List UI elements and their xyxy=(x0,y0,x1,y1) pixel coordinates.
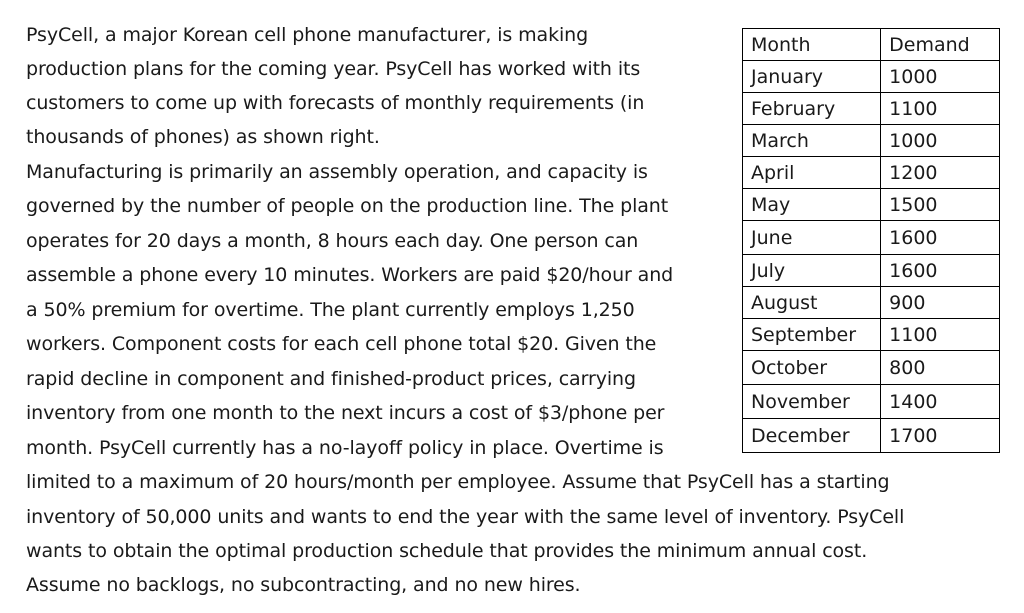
month-cell: November xyxy=(743,385,881,419)
demand-cell: 1500 xyxy=(881,189,1000,221)
month-cell: December xyxy=(743,419,881,453)
paragraph-line: rapid decline in component and finished-product prices, carrying xyxy=(26,368,636,390)
table-row xyxy=(743,157,1000,189)
demand-table xyxy=(742,28,1000,453)
table-row xyxy=(743,221,1000,255)
demand-cell: 1000 xyxy=(881,125,1000,157)
table-row xyxy=(743,385,1000,419)
demand-cell: 1200 xyxy=(881,157,1000,189)
demand-cell: 800 xyxy=(881,351,1000,385)
demand-cell: 1600 xyxy=(881,221,1000,255)
table-row xyxy=(743,351,1000,385)
header-demand: Demand xyxy=(881,29,1000,61)
demand-cell: 1700 xyxy=(881,419,1000,453)
demand-cell: 1100 xyxy=(881,93,1000,125)
table-row xyxy=(743,419,1000,453)
paragraph-line: Assume no backlogs, no subcontracting, and no new hires. xyxy=(26,574,581,596)
paragraph-line: operates for 20 days a month, 8 hours each day. One person can xyxy=(26,230,639,252)
month-cell: August xyxy=(743,287,881,319)
month-cell: September xyxy=(743,319,881,351)
table-row xyxy=(743,61,1000,93)
table-row xyxy=(743,319,1000,351)
header-month: Month xyxy=(743,29,881,61)
paragraph-line: assemble a phone every 10 minutes. Workers are paid $20/hour and xyxy=(26,264,674,286)
paragraph-line: inventory of 50,000 units and wants to end the year with the same level of inventory. PsyCell xyxy=(26,506,905,528)
paragraph-line: production plans for the coming year. PsyCell has worked with its xyxy=(26,58,641,80)
month-cell: April xyxy=(743,157,881,189)
demand-cell: 1000 xyxy=(881,61,1000,93)
table-row xyxy=(743,125,1000,157)
paragraph-line: month. PsyCell currently has a no-layoff policy in place. Overtime is xyxy=(26,437,664,459)
month-cell: March xyxy=(743,125,881,157)
month-cell: June xyxy=(743,221,881,255)
month-cell: October xyxy=(743,351,881,385)
demand-cell: 1600 xyxy=(881,255,1000,287)
month-cell: May xyxy=(743,189,881,221)
table-row xyxy=(743,255,1000,287)
demand-cell: 1100 xyxy=(881,319,1000,351)
demand-cell: 900 xyxy=(881,287,1000,319)
table-header-row xyxy=(743,29,1000,61)
paragraph-line: a 50% premium for overtime. The plant currently employs 1,250 xyxy=(26,299,635,321)
demand-cell: 1400 xyxy=(881,385,1000,419)
paragraph-line: workers. Component costs for each cell phone total $20. Given the xyxy=(26,333,657,355)
paragraph-line: governed by the number of people on the production line. The plant xyxy=(26,195,669,217)
paragraph-line: Manufacturing is primarily an assembly operation, and capacity is xyxy=(26,161,648,183)
table-row xyxy=(743,93,1000,125)
table-row xyxy=(743,287,1000,319)
paragraph-line: wants to obtain the optimal production schedule that provides the minimum annual cost. xyxy=(26,540,868,562)
paragraph-line: customers to come up with forecasts of monthly requirements (in xyxy=(26,92,645,114)
month-cell: January xyxy=(743,61,881,93)
paragraph-line: thousands of phones) as shown right. xyxy=(26,126,380,148)
paragraph-line: limited to a maximum of 20 hours/month per employee. Assume that PsyCell has a starting xyxy=(26,471,890,493)
table-row xyxy=(743,189,1000,221)
month-cell: July xyxy=(743,255,881,287)
month-cell: February xyxy=(743,93,881,125)
paragraph-line: PsyCell, a major Korean cell phone manufacturer, is making xyxy=(26,24,589,46)
paragraph-line: inventory from one month to the next incurs a cost of $3/phone per xyxy=(26,402,665,424)
